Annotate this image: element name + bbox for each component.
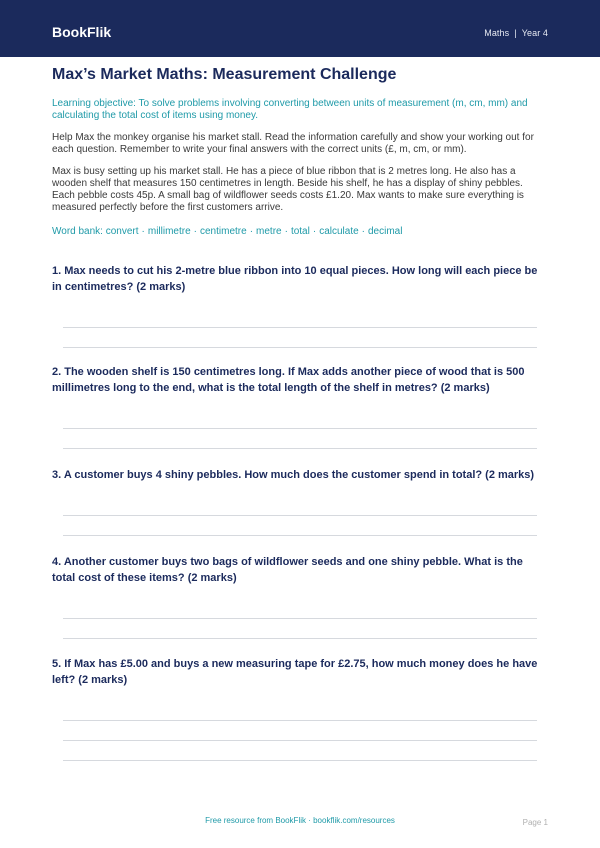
word-bank-word: convert	[105, 226, 139, 237]
answer-line[interactable]	[63, 638, 537, 639]
word-bank-word: millimetre	[147, 226, 191, 237]
answer-line[interactable]	[63, 618, 537, 619]
question-3: 3. A customer buys 4 shiny pebbles. How much does the customer spend in total? (2 marks)	[52, 469, 535, 481]
learning-objective: Learning objective: To solve problems involving converting between units of measurement (m, cm, mm) and calculating the total cost of items using money.	[52, 98, 528, 121]
answer-line[interactable]	[63, 760, 537, 761]
answer-line[interactable]	[63, 327, 537, 328]
word-bank-label: Word bank:	[52, 226, 103, 237]
instructions-paragraph: Help Max the monkey organise his market stall. Read the information carefully and show your working out for each question. Remember to write your final answers with the correct units (£, m, cm, or mm).	[52, 132, 534, 155]
page-title: Max’s Market Maths: Measurement Challenge	[52, 66, 397, 83]
word-bank: Word bank: convert · millimetre · centimetre · metre · total · calculate · decimal	[52, 226, 403, 237]
answer-line[interactable]	[63, 347, 537, 348]
answer-line[interactable]	[63, 448, 537, 449]
story-paragraph: Max is busy setting up his market stall. He has a piece of blue ribbon that is 2 metres long. He also has a wooden shelf that measures 150 centimetres in length. Beside his shelf, he has a display of shiny pebbles. Each pebble costs 45p. A small bag of wildflower seeds costs £1.20. Max wants to make sure everything is measured perfectly before the first customers arrive.	[52, 166, 524, 213]
answer-line[interactable]	[63, 428, 537, 429]
year-label: Year 4	[521, 28, 548, 38]
word-bank-word: total	[290, 226, 310, 237]
question-1: 1. Max needs to cut his 2-metre blue ribbon into 10 equal pieces. How long will each piece be in centimetres? (2 marks)	[52, 265, 538, 293]
page-header	[0, 0, 600, 57]
word-bank-word: metre	[256, 226, 282, 237]
question-4: 4. Another customer buys two bags of wildflower seeds and one shiny pebble. What is the total cost of these items? (2 marks)	[52, 556, 523, 584]
header-separator: |	[514, 28, 517, 38]
question-5: 5. If Max has £5.00 and buys a new measuring tape for £2.75, how much money does he have left? (2 marks)	[52, 658, 538, 686]
brand-logo-text[interactable]: BookFlik	[52, 24, 112, 40]
page-number: Page 1	[522, 818, 548, 827]
intro-section	[52, 66, 538, 238]
answer-line[interactable]	[63, 720, 537, 721]
question-2: 2. The wooden shelf is 150 centimetres long. If Max adds another piece of wood that is 500 millimetres long to the end, what is the total length of the shelf in metres? (2 marks)	[52, 366, 525, 394]
word-bank-word: centimetre	[200, 226, 247, 237]
subject-label: Maths	[484, 28, 510, 38]
header-meta	[484, 28, 548, 38]
answer-line[interactable]	[63, 535, 537, 536]
word-bank-word: decimal	[368, 226, 403, 237]
footer-link[interactable]: Free resource from BookFlik · bookflik.com/resources	[205, 816, 395, 825]
word-bank-word: calculate	[319, 226, 359, 237]
answer-line[interactable]	[63, 740, 537, 741]
answer-line[interactable]	[63, 515, 537, 516]
